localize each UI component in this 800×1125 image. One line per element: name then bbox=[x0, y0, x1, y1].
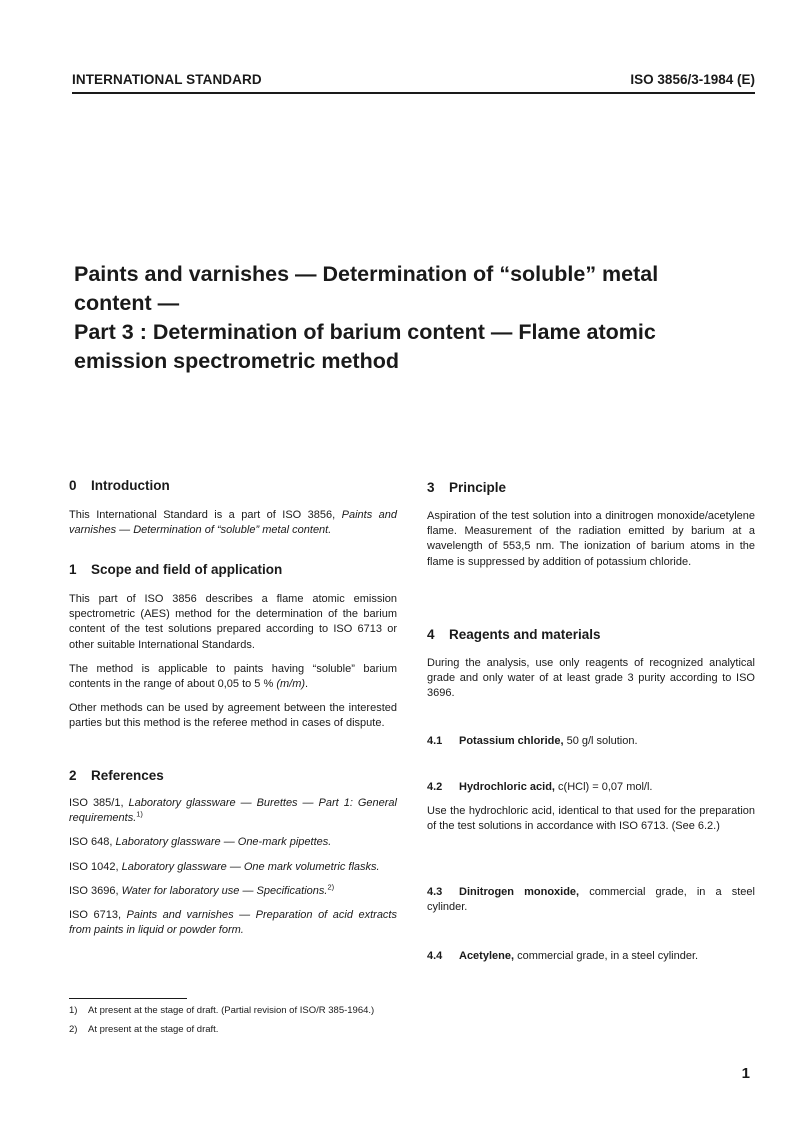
section-title: Reagents and materials bbox=[449, 627, 601, 642]
document-type: INTERNATIONAL STANDARD bbox=[72, 72, 262, 87]
footnote-marker: 2) bbox=[327, 882, 335, 892]
section-heading bbox=[427, 626, 755, 644]
reagent-name: Dinitrogen monoxide, bbox=[459, 886, 580, 898]
footnote-2: 2) At present at the stage of draft. bbox=[69, 1024, 219, 1035]
reagent-name: Hydrochloric acid, bbox=[459, 781, 555, 793]
section-scope bbox=[69, 561, 397, 732]
introduction-text: This International Standard is a part of ISO 3856, Paints and varnishes — Determination of “soluble” metal content. bbox=[69, 509, 398, 537]
footnote-rule bbox=[69, 998, 187, 999]
section-title: References bbox=[91, 768, 164, 783]
section-references bbox=[69, 767, 397, 947]
section-heading bbox=[427, 479, 755, 497]
reference-item: ISO 648, Laboratory glassware — One-mark pipettes. bbox=[69, 836, 332, 849]
section-heading bbox=[69, 767, 397, 785]
reagents-text: During the analysis, use only reagents of recognized analytical grade and only water of at least grade 3 purity according to ISO 3696. bbox=[427, 657, 755, 700]
reagent-number: 4.4 bbox=[427, 950, 443, 962]
scope-paragraph-1: This part of ISO 3856 describes a flame atomic emission spectrometric (AES) method for the determination of the barium content of the test solutions prepared according to ISO 6713 or other suitable International Standards. bbox=[69, 593, 397, 651]
reagent-item: 4.4 Acetylene, commercial grade, in a steel cylinder. bbox=[427, 950, 699, 962]
section-principle bbox=[427, 479, 755, 570]
section-title: Principle bbox=[449, 480, 507, 495]
reference-list bbox=[69, 796, 397, 938]
document-title bbox=[74, 260, 764, 376]
section-number: 1 bbox=[69, 562, 77, 577]
header-rule bbox=[72, 92, 755, 94]
section-reagents bbox=[427, 626, 755, 702]
section-title: Scope and field of application bbox=[91, 562, 283, 577]
section-number: 3 bbox=[427, 480, 435, 495]
section-heading bbox=[69, 477, 397, 495]
reagent-number: 4.3 bbox=[427, 886, 443, 898]
reagent-number: 4.1 bbox=[427, 735, 443, 747]
title-line-3: Part 3 : Determination of barium content — Flame atomic bbox=[74, 320, 656, 344]
scope-paragraph-2: The method is applicable to paints having “soluble” barium contents in the range of about 0,05 to 5 % (m/m). bbox=[69, 662, 397, 691]
document-number: ISO 3856/3-1984 (E) bbox=[630, 72, 755, 87]
reagent-note: Use the hydrochloric acid, identical to that used for the preparation of the test solutions in accordance with ISO 6713. (See 6.2.) bbox=[427, 805, 755, 833]
title-line-4: emission spectrometric method bbox=[74, 349, 399, 373]
title-line-2: content — bbox=[74, 291, 180, 315]
reagent-name: Potassium chloride, bbox=[459, 735, 564, 747]
reference-item: ISO 3696, Water for laboratory use — Specifications.$^{2)}$ bbox=[69, 882, 335, 897]
reference-item: ISO 385/1, Laboratory glassware — Burettes — Part 1: General requirements.$^{1)}$ bbox=[69, 797, 397, 825]
section-introduction bbox=[69, 477, 397, 538]
principle-text: Aspiration of the test solution into a dinitrogen monoxide/acetylene flame. Measurement of the radiation emitted by barium at a wavelength of 553,5 nm. The ionization of barium atoms in the flame is suppressed by addition of potassium chloride. bbox=[427, 510, 755, 568]
reagent-number: 4.2 bbox=[427, 781, 443, 793]
standard-title-italic: Paints and varnishes — Determination of “soluble” metal content. bbox=[69, 509, 398, 537]
reagent-item: 4.1 Potassium chloride, 50 g/l solution. bbox=[427, 735, 638, 747]
scope-paragraph-3: Other methods can be used by agreement between the interested parties but this method is the referee method in cases of dispute. bbox=[69, 702, 397, 730]
reagent-item: 4.3 Dinitrogen monoxide, commercial grade, in a steel cylinder. bbox=[427, 886, 755, 914]
section-number: 0 bbox=[69, 478, 77, 493]
reagent-name: Acetylene, bbox=[459, 950, 515, 962]
section-heading bbox=[69, 561, 397, 579]
section-number: 2 bbox=[69, 768, 77, 783]
reference-item: ISO 6713, Paints and varnishes — Preparation of acid extracts from paints in liquid or powder form. bbox=[69, 909, 397, 937]
reference-item: ISO 1042, Laboratory glassware — One mark volumetric flasks. bbox=[69, 860, 380, 873]
page-number: 1 bbox=[741, 1065, 750, 1082]
footnote-marker: 1) bbox=[136, 809, 143, 819]
footnote-1: 1) At present at the stage of draft. (Partial revision of ISO/R 385-1964.) bbox=[69, 1005, 375, 1016]
section-number: 4 bbox=[427, 627, 435, 642]
section-title: Introduction bbox=[91, 478, 170, 493]
title-line-1: Paints and varnishes — Determination of “soluble” metal bbox=[74, 262, 659, 286]
running-header bbox=[72, 70, 755, 92]
reagent-item: 4.2 Hydrochloric acid, c(HCl) = 0,07 mol/l. Use the hydrochloric acid, identical to that used for the preparation of the test solutions in accordance with ISO 6713. (See 6.2.) bbox=[427, 780, 755, 834]
